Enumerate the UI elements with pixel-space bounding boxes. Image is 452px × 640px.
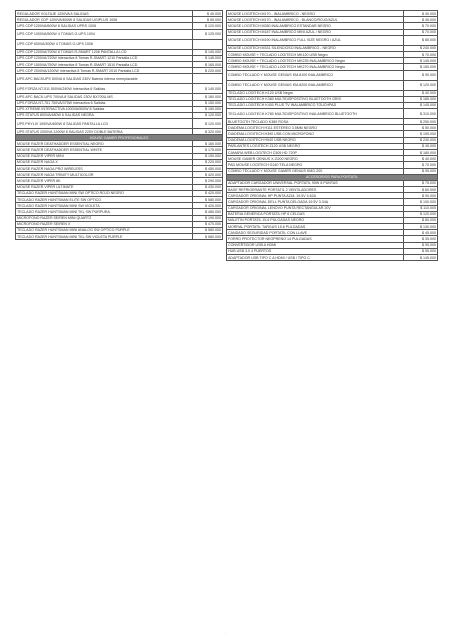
product-description: MICROFONO RAZER SEIREN MINI QUARTZ [16,215,193,221]
table-row [16,234,223,240]
product-price: $ 580.000 [193,227,223,233]
product-price: $ 450.000 [193,166,223,172]
product-price: $ 145.000 [193,55,223,61]
section-header-label: ACCESORIOS PARA PORTATIL [227,174,438,180]
product-description: MOUSE RAZER NAGA X [16,159,193,165]
product-description: COMBO MOUSE + TECLADO LOGITECH MK235 INALAMBRICO Negro [227,58,404,64]
product-price: $ 220.000 [193,159,223,165]
product-description: MOUSE RAZER DEATHADDER ESSENTIAL WHITE [16,147,193,153]
product-description: ADAPTADOR CARGADOR UNIVERSAL PORTATIL 90W 8 PUNTAS [227,180,404,186]
table-row [227,35,438,45]
product-price: $ 145.000 [404,102,438,108]
product-description: PARLANTES LOGITECH Z120 USB NEGRO [227,143,404,149]
product-description: MOUSE LOGITECH M280 INALAMBRICO ESTANDAR NEGRO [227,23,404,29]
product-description: COMBO TECLADO Y MOUSE GENIUS KM-8100 INALAMBRICO [227,70,404,80]
product-description: MOUSE RAZER VIPER MINI [16,153,193,159]
product-description: UPS XTREME INTERACTIVA 1000VA/500W 8 Salidas [16,106,193,112]
product-price: $ 125.000 [193,29,223,39]
product-description: CANDADO SEGURIDAD PORTATIL CON LLAVE [227,230,404,236]
product-price: $ 40.000 [404,90,438,96]
product-description: UPS APC BACK-UPS 700VA 8 SALIDAS 230V BX700U-MS [16,94,193,100]
product-price: $ 145.000 [404,58,438,64]
product-description: MALETIN PORTATIL 15.6 PULGADAS NEGRO [227,217,404,223]
table-row [227,255,438,261]
product-description: MOUSE RAZER VIPER ULTIMATE [16,184,193,190]
product-price: $ 100.000 [404,199,438,205]
product-description: REGULADOR VOLTAJE 1200VA 8 SALIDAS [16,11,193,17]
product-price: $ 95.000 [404,168,438,174]
product-description: MOUSE RAZER NAGA TRINITY MULTICOLOR [16,172,193,178]
product-price: $ 175.000 [193,147,223,153]
product-price: $ 120.000 [193,23,223,29]
product-price: $ 70.000 [404,51,438,57]
product-price: $ 480.000 [193,209,223,215]
product-price: $ 70.000 [404,29,438,35]
table-row [16,119,223,129]
product-price: $ 250.000 [404,119,438,125]
product-description: UPS CDP 1200VA/700W 8 TOMAS R-SMART 1208 PANTALLA LCD [16,49,193,55]
product-description: TECLADO RAZER HUNTSMAN MINI TKL SW PURPURA [16,209,193,215]
product-price: $ 145.000 [404,255,438,261]
product-description: MOUSE RAZER DEATHADDER ESSENTIAL NEGRO [16,141,193,147]
product-description: BATERIA GENERICA PORTATIL HP 6 CELDAS [227,211,404,217]
product-description: BASE REFRIGERANTE PORTATIL 2 VENTILADORES [227,186,404,192]
product-price: $ 90.000 [404,193,438,199]
product-description: UPS CDP 1000VA/500W 4 TOMAS G-UPS 1004 [16,29,193,39]
product-price: $ 140.000 [193,84,223,94]
product-description: CARGADOR ORIGINAL DELL PUNTA DELGADA 19.5V 3.34A [227,199,404,205]
product-description: MORRAL PORTATIL TARGUS 15.6 PULGADAS [227,224,404,230]
left-price-table [15,10,223,240]
right-price-table [226,10,438,261]
product-description: TECLADO RAZER HUNTSMAN MINI SW OPTICO ROJO NEGRO [16,190,193,196]
product-price: $ 45.000 [404,230,438,236]
product-description: DIADEMA LOGITECH H111 ESTEREO 3.5MM NEGRO [227,125,404,131]
product-description: PAD MOUSE LOGITECH G240 TELA NEGRO [227,162,404,168]
product-description: COMBO MOUSE + TECLADO LOGITECH MK120 USB Negro [227,51,404,57]
section-header-label: MOUSE GAMER PROFESIONALES [16,135,223,141]
product-description: MICROFONO RAZER SEIREN X [16,221,193,227]
product-price: $ 80.000 [404,217,438,223]
product-price: $ 165.000 [193,61,223,67]
product-price: $ 160.000 [193,141,223,147]
product-price: $ 150.000 [193,100,223,106]
table-row [227,109,438,119]
product-price: $ 220.000 [193,68,223,74]
product-description: UPS CDP 1200VA/720W Interactiva 8 Tomas R-SMART 1210 Pantalla LCD [16,55,193,61]
product-price: $ 45.000 [193,11,223,17]
product-price: $ 110.000 [404,205,438,211]
product-price: $ 230.000 [404,137,438,143]
product-description: MOUSE RAZER VIPER 8K [16,178,193,184]
product-description: BLUETOOTH TECLADO K380 ROSA [227,119,404,125]
page-footer-mark: - [225,630,227,635]
product-price: $ 470.000 [193,221,223,227]
product-description: UPS CDP 1200VA/600W 8 SALIDAS UPRS 1008 [16,23,193,29]
product-description: UPS CDP 1500VA/750W Interactiva 8 Tomas R-SMART 1510 Pantalla LCD [16,61,193,67]
product-description: HUB USB 3.0 4 PUERTOS [227,248,404,254]
product-price: $ 120.000 [404,211,438,217]
product-description: UPS STATUS 2000VA 1200W 8 SALIDAS 220V DOBLE BATERIA [16,129,193,135]
product-price: $ 90.000 [404,70,438,80]
product-description: CARGADOR ORIGINAL LENOVO PUNTA RECTANGULAR 20V [227,205,404,211]
table-row [16,39,223,49]
product-price: $ 150.000 [193,106,223,112]
product-description: DIADEMA LOGITECH H540 USB NEGRO [227,137,404,143]
product-description: ADAPTADOR USB TIPO C A HDMI / USB / TIPO C [227,255,404,261]
product-price: $ 190.000 [193,215,223,221]
product-price: $ 70.000 [404,23,438,29]
product-price: $ 195.000 [404,131,438,137]
product-price: $ 50.000 [404,125,438,131]
product-description: TECLADO LOGITECH K400 PLUS TV INALAMBRICO TOUCHPAD [227,102,404,108]
product-price: $ 95.000 [404,242,438,248]
product-description: MOUSE RAZER NAGA PRO WIRELESS [16,166,193,172]
product-description: COMBO TECLADO Y MOUSE GENIUS KM-8200 INALAMBRICO [227,80,404,90]
product-price: $ 310.000 [404,109,438,119]
product-price: $ 580.000 [193,196,223,202]
product-price: $ 150.000 [404,64,438,70]
product-price: $ 180.000 [193,94,223,100]
product-price: $ 240.000 [404,45,438,51]
product-description: MOUSE GAMER GENIUS X-G200 NEGRO [227,156,404,162]
product-price: $ 420.000 [193,203,223,209]
product-description: CONVERTIDOR USB A HDMI [227,242,404,248]
product-price: $ 40.000 [404,156,438,162]
product-description: UPS FORZA NT-511 500VA/240W Interactiva 6 Salidas [16,84,193,94]
product-price: $ 420.000 [193,190,223,196]
product-description: UPS STATUS 800VA/480W 6 SALIDAS NEGRA [16,112,193,118]
product-description: TECLADO LOGITECH K380 MULTIDISPOSITIVO BLUETOOTH GRIS [227,96,404,102]
product-description: FORRO PROTECTOR NEOPRENO 14 PULGADAS [227,236,404,242]
product-price [193,39,223,49]
product-description: MOUSE LOGITECH M170 - INALAMBRICO - NEGRO [227,11,404,17]
product-description: TECLADO RAZER HUNTSMAN ELITE SW OPTICO [16,196,193,202]
product-description: UPS APC BACKUPS 500VA 6 SALIDAS 230V Bateria interna reemplazable [16,74,193,84]
product-price: $ 85.000 [404,35,438,45]
product-description: MOUSE LOGITECH M190 INALAMBRICO FULL SIZE NEGRO / AZUL [227,35,404,45]
product-description: MOUSE LOGITECH M187 INALAMBRICO MINI AZUL / NEGRO [227,29,404,35]
product-description: MOUSE LOGITECH M331 SILENCIOSO INALAMBRICO - NEGRO [227,45,404,51]
product-price: $ 55.000 [193,17,223,23]
product-price: $ 180.000 [404,150,438,156]
product-description: COMBO TECLADO Y MOUSE GAMER GENIUS KMG-200 [227,168,404,174]
product-price: $ 75.000 [404,180,438,186]
product-description: UPS CDP 600VA/300W 4 TOMAS G-UPS 1008 [16,39,193,49]
product-description: UPS CDP 2000VA/1200W Interactiva 8 Tomas R-SMART 2010 Pantalla LCD [16,68,193,74]
product-price: $ 120.000 [193,119,223,129]
product-price: $ 185.000 [404,96,438,102]
product-price: $ 420.000 [193,172,223,178]
product-price: $ 35.000 [404,236,438,242]
product-price: $ 290.000 [193,178,223,184]
product-description: TECLADO RAZER HUNTSMAN MINI ANALOG SW OPTICO PURPLE [16,227,193,233]
product-description: CAMARA WEB LOGITECH C505 HD 720P [227,150,404,156]
product-description: TECLADO LOGITECH K120 USB Negro [227,90,404,96]
product-description: REGULADOR CDP 1200VA/600W 8 SALIDAS UGIPLUS 1008 [16,17,193,23]
product-price [193,74,223,84]
table-row [227,80,438,90]
product-price: $ 580.000 [193,234,223,240]
product-description: UPS FORZA NT-751 750VA/375W Interactiva 6 Salidas [16,100,193,106]
product-price: $ 70.000 [404,162,438,168]
table-row [16,84,223,94]
product-price: $ 55.000 [404,248,438,254]
product-price: $ 120.000 [404,80,438,90]
product-price: $ 60.000 [404,186,438,192]
product-price: $ 130.000 [404,224,438,230]
product-description: MOUSE LOGITECH M170 - INALAMBRICO - BLANCO/ROJO/AZUL [227,17,404,23]
product-description: TECLADO RAZER HUNTSMAN MINI TKL SW VIOLETA PURPLE [16,234,193,240]
product-description: TECLADO LOGITECH K780 MULTIDISPOSITIVO INALAMBRICO BLUETOOTH [227,109,404,119]
product-description: COMBO MOUSE + TECLADO LOGITECH MK270 INALAMBRICO Negro [227,64,404,70]
table-row [16,29,223,39]
table-row [16,74,223,84]
product-price: $ 190.000 [193,153,223,159]
product-price: $ 45.000 [404,143,438,149]
product-price: $ 320.000 [193,129,223,135]
product-price: $ 140.000 [193,49,223,55]
table-row [227,70,438,80]
product-description: TECLADO RAZER HUNTSMAN MINI SW VIOLETA [16,203,193,209]
product-price: $ 430.000 [193,184,223,190]
product-description: DIADEMA LOGITECH H390 USB CON MICROFONO [227,131,404,137]
product-price: $ 40.000 [404,11,438,17]
product-description: UPS PHYLIX 1000VA/600W 8 SALIDAS PANTALLA LCD [16,119,193,129]
product-price: $ 45.000 [404,17,438,23]
product-description: CARGADOR ORIGINAL HP PUNTA AZUL 19.5V 4.62A [227,193,404,199]
product-price: $ 120.000 [193,112,223,118]
